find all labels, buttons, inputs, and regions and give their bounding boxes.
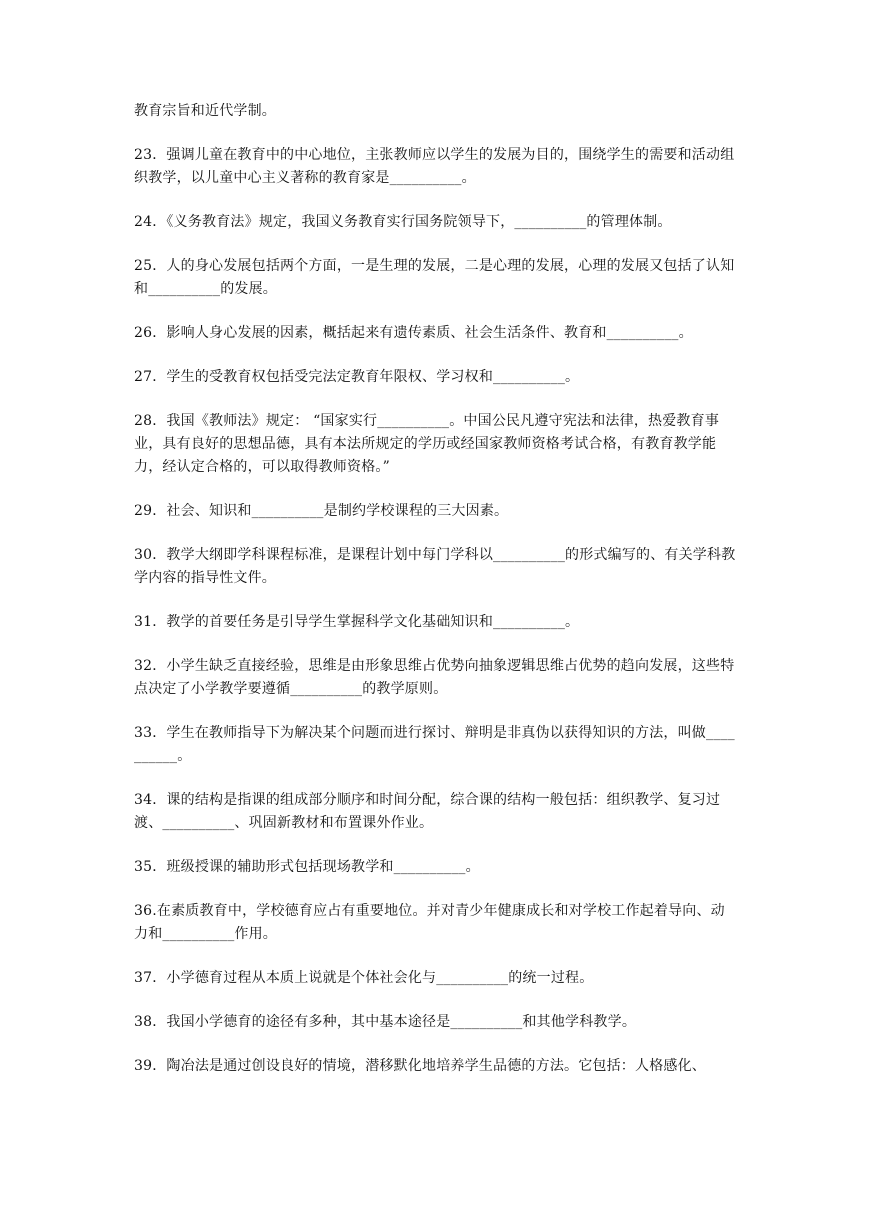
question-26: 26．影响人身心发展的因素，概括起来有遗传素质、社会生活条件、教育和__________。 — [134, 325, 693, 341]
question-27: 27．学生的受教育权包括受完法定教育年限权、学习权和__________。 — [134, 369, 580, 385]
question-29: 29．社会、知识和__________是制约学校课程的三大因素。 — [134, 503, 509, 519]
question-23: 23．强调儿童在教育中的中心地位，主张教师应以学生的发展为目的，围绕学生的需要和活动组织教学，以儿童中心主义著称的教育家是__________。 — [134, 147, 735, 186]
question-24: 24．《义务教育法》规定，我国义务教育实行国务院领导下，__________的管理体制。 — [134, 214, 672, 230]
paragraph-continuation: 教育宗旨和近代学制。 — [134, 103, 276, 119]
question-35: 35．班级授课的辅助形式包括现场教学和__________。 — [134, 859, 480, 875]
question-31: 31．教学的首要任务是引导学生掌握科学文化基础知识和__________。 — [134, 614, 580, 630]
question-34: 34．课的结构是指课的组成部分顺序和时间分配，综合课的结构一般包括：组织教学、复习过渡、__________、巩固新教材和布置课外作业。 — [134, 792, 721, 831]
document-body — [134, 100, 738, 1099]
question-32: 32．小学生缺乏直接经验，思维是由形象思维占优势向抽象逻辑思维占优势的趋向发展，这些特点决定了小学教学要遵循__________的教学原则。 — [134, 658, 735, 697]
question-28: 28．我国《教师法》规定： “国家实行__________。中国公民凡遵守宪法和法律，热爱教育事业，具有良好的思想品德，具有本法所规定的学历或经国家教师资格考试合格，有教育教学能力，经认定合格的，可以取得教师资格。” — [134, 413, 720, 475]
question-30: 30．教学大纲即学科课程标准，是课程计划中每门学科以__________的形式编写的、有关学科教学内容的指导性文件。 — [134, 547, 736, 586]
question-36: 36.在素质教育中，学校德育应占有重要地位。并对青少年健康成长和对学校工作起着导向、动力和__________作用。 — [134, 903, 725, 942]
question-33: 33．学生在教师指导下为解决某个问题而进行探讨、辩明是非真伪以获得知识的方法，叫做__________。 — [134, 725, 735, 764]
question-37: 37．小学德育过程从本质上说就是个体社会化与__________的统一过程。 — [134, 970, 594, 986]
question-39: 39．陶冶法是通过创设良好的情境，潜移默化地培养学生品德的方法。它包括：人格感化、 — [134, 1058, 707, 1074]
question-25: 25．人的身心发展包括两个方面，一是生理的发展，二是心理的发展，心理的发展又包括了认知和__________的发展。 — [134, 258, 735, 297]
question-38: 38．我国小学德育的途径有多种，其中基本途径是__________和其他学科教学。 — [134, 1014, 637, 1030]
